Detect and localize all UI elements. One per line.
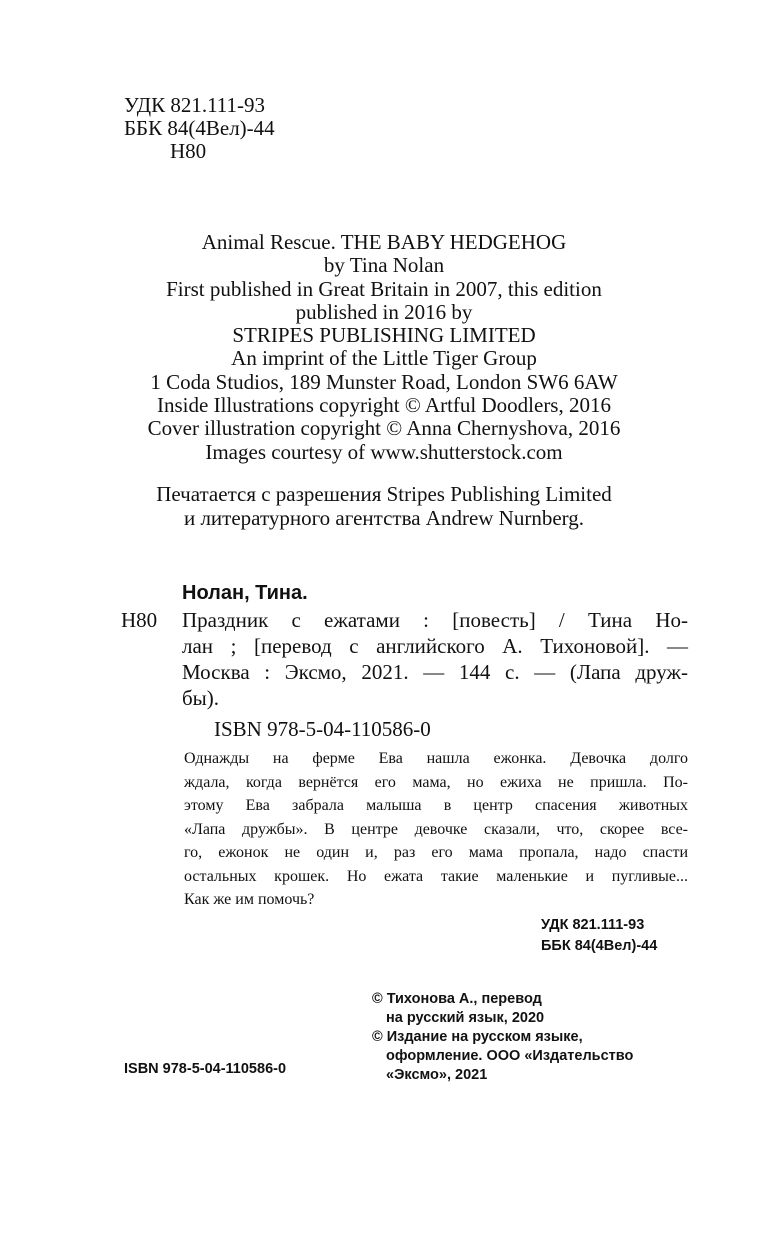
catalog-author: Нолан, Тина. xyxy=(182,582,308,604)
classification-codes-bottom xyxy=(541,915,657,957)
annotation xyxy=(184,747,688,912)
annotation-line: ждала, когда вернётся его мама, но ежиха не пришла. По- xyxy=(184,773,688,791)
credit-line: First published in Great Britain in 2007, this edition xyxy=(166,276,602,301)
copyright-edition-cont: «Эксмо», 2021 xyxy=(386,1067,488,1083)
description-line: Праздник с ежатами : [повесть] / Тина Но- xyxy=(182,608,688,632)
credit-line: An imprint of the Little Tiger Group xyxy=(231,346,537,371)
annotation-line: остальных крошек. Но ежата такие маленькие и пугливые... xyxy=(184,867,688,885)
catalog-code: Н80 xyxy=(121,608,158,632)
annotation-line: Как же им помочь? xyxy=(184,891,315,908)
copyright-block xyxy=(372,990,633,1085)
original-author: by Tina Nolan xyxy=(323,253,445,278)
catalog-isbn: ISBN 978-5-04-110586-0 xyxy=(214,717,431,741)
publisher-name: STRIPES PUBLISHING LIMITED xyxy=(232,323,536,348)
bbk-code-bottom: ББК 84(4Вел)-44 xyxy=(541,938,658,954)
permission-notice xyxy=(0,483,768,530)
copyright-edition: © Издание на русском языке, xyxy=(372,1029,583,1045)
english-credits xyxy=(0,231,768,464)
description-line: бы). xyxy=(182,686,220,710)
udk-code: УДК 821.111-93 xyxy=(124,93,266,117)
permission-line: и литературного агентства Andrew Nurnberg. xyxy=(183,505,585,530)
annotation-line: Однажды на ферме Ева нашла ежонка. Девочка долго xyxy=(184,750,688,767)
udk-code-bottom: УДК 821.111-93 xyxy=(541,917,645,933)
copyright-translation-cont: на русский язык, 2020 xyxy=(386,1010,545,1026)
classification-block xyxy=(124,94,275,163)
isbn-bottom: ISBN 978-5-04-110586-0 xyxy=(124,1061,287,1077)
annotation-line: «Лапа дружбы». В центре девочке сказали, что, скорее все- xyxy=(184,820,688,838)
permission-line: Печатается с разрешения Stripes Publishing Limited xyxy=(156,482,612,506)
bbk-code: ББК 84(4Вел)-44 xyxy=(124,116,275,140)
author-mark: Н80 xyxy=(170,139,207,163)
publisher-address: 1 Coda Studios, 189 Munster Road, London SW6 6AW xyxy=(150,369,618,394)
annotation-line: этому Ева забрала малыша в центр спасения животных xyxy=(184,797,688,814)
credit-line: Images courtesy of www.shutterstock.com xyxy=(205,439,563,464)
credit-line: Cover illustration copyright © Anna Chernyshova, 2016 xyxy=(147,416,621,441)
annotation-line: го, ежонок не один и, раз его мама пропала, надо спасти xyxy=(184,844,688,861)
credit-line: published in 2016 by xyxy=(295,299,473,324)
copyright-edition-cont: оформление. ООО «Издательство xyxy=(386,1048,634,1064)
bibliographic-description xyxy=(182,607,688,711)
description-line: лан ; [перевод с английского А. Тихоновой]. — xyxy=(182,634,688,658)
description-line: Москва : Эксмо, 2021. — 144 с. — (Лапа друж- xyxy=(182,660,688,684)
credit-line: Inside Illustrations copyright © Artful Doodlers, 2016 xyxy=(157,393,611,418)
copyright-translation: © Тихонова А., перевод xyxy=(372,991,542,1007)
original-title: Animal Rescue. THE BABY HEDGEHOG xyxy=(201,230,567,254)
